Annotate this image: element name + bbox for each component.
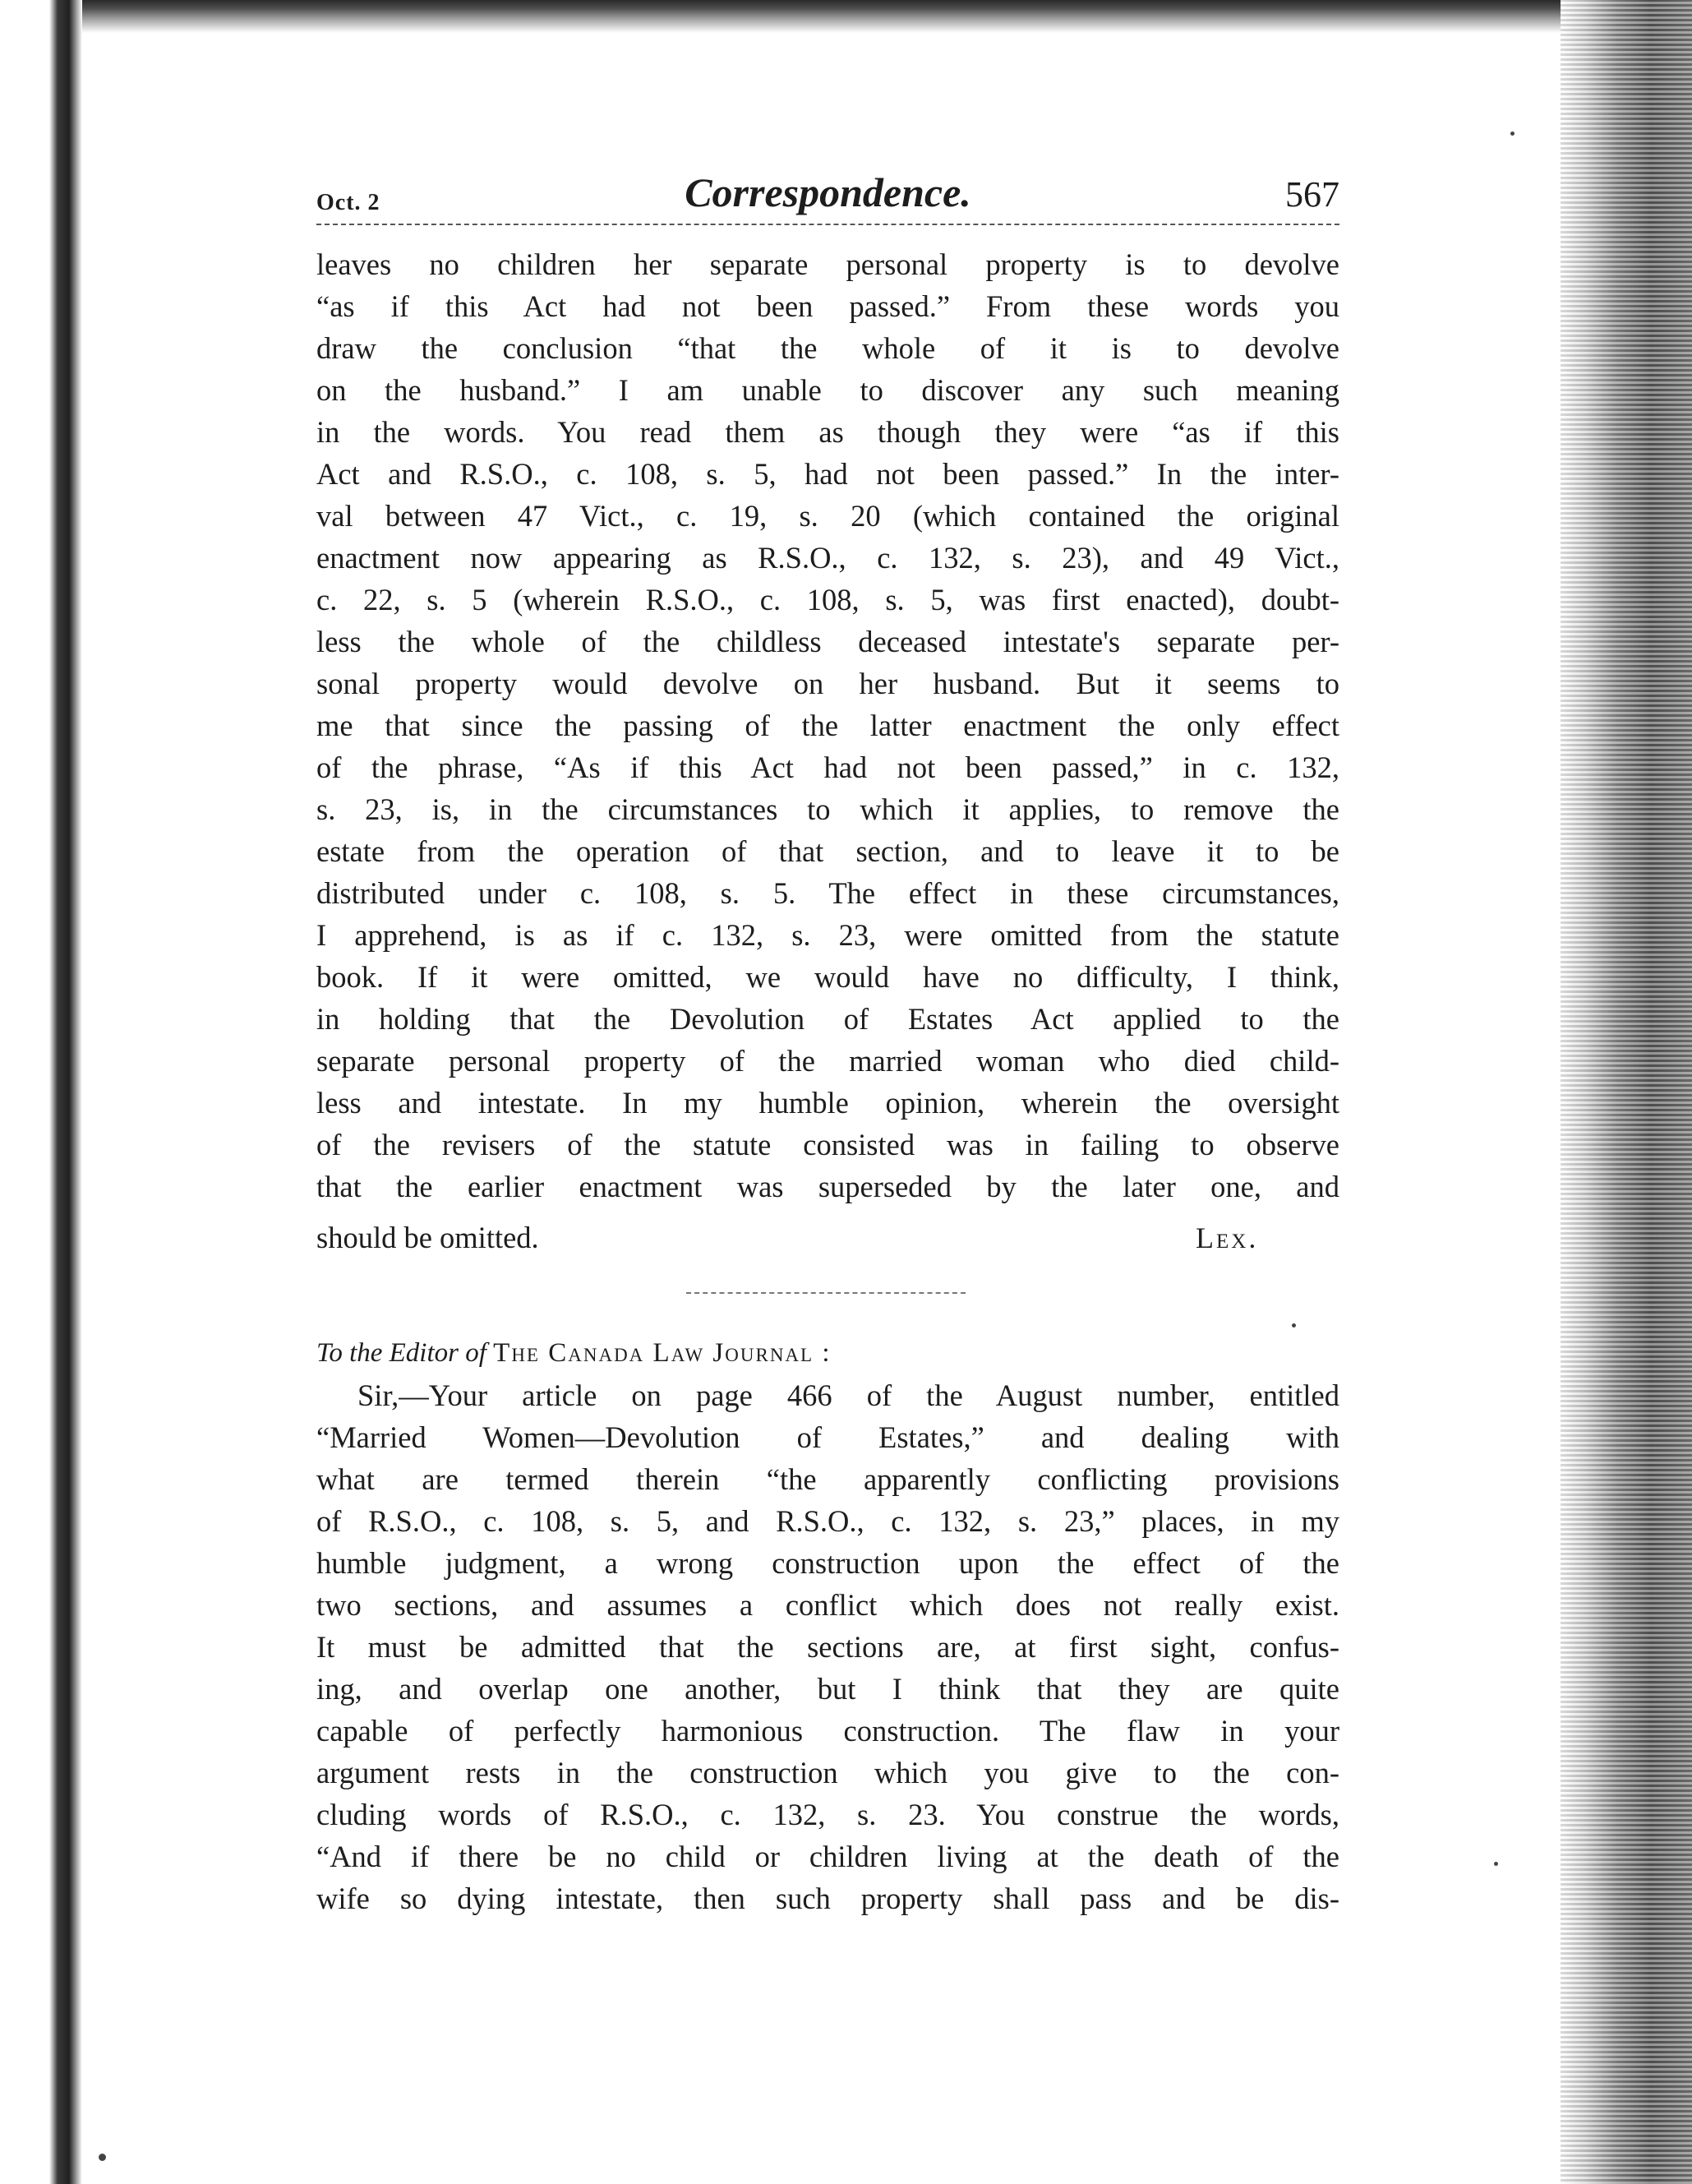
text-line: in the words. You read them as though they were “as if this <box>316 415 1339 449</box>
text-line: what are termed therein “the apparently conflicting provisions <box>316 1462 1339 1496</box>
salutation <box>316 1333 832 1373</box>
salutation-to: To the Editor of <box>316 1338 486 1368</box>
journal-name: The Canada Law Journal : <box>493 1338 832 1368</box>
text-line: in holding that the Devolution of Estates Act applied to the <box>316 1002 1339 1036</box>
text-line: draw the conclusion “that the whole of it is to devolve <box>316 331 1339 365</box>
header-rule <box>316 224 1339 225</box>
text-line: wife so dying intestate, then such property shall pass and be dis- <box>316 1882 1339 1915</box>
text-line: humble judgment, a wrong construction upon the effect of the <box>316 1546 1339 1580</box>
text-line: separate personal property of the married woman who died child- <box>316 1044 1339 1078</box>
text-line: should be omitted. <box>316 1221 539 1254</box>
text-line: of R.S.O., c. 108, s. 5, and R.S.O., c. 132, s. 23,” places, in my <box>316 1504 1339 1538</box>
text-line: on the husband.” I am unable to discover any such meaning <box>316 373 1339 407</box>
text-line: enactment now appearing as R.S.O., c. 132, s. 23), and 49 Vict., <box>316 541 1339 575</box>
text-line: Act and R.S.O., c. 108, s. 5, had not been passed.” In the inter- <box>316 457 1339 491</box>
text-line: argument rests in the construction which you give to the con- <box>316 1756 1339 1789</box>
text-line: of the revisers of the statute consisted was in failing to observe <box>316 1128 1339 1161</box>
signature: Lex. <box>1196 1221 1259 1254</box>
scan-speck <box>1292 1323 1296 1327</box>
text-line: less and intestate. In my humble opinion, wherein the oversight <box>316 1086 1339 1120</box>
page-number: 567 <box>1285 174 1339 215</box>
scan-speck <box>1494 1862 1498 1866</box>
section-divider <box>686 1292 966 1294</box>
text-line: capable of perfectly harmonious construction. The flaw in your <box>316 1714 1339 1748</box>
text-line: two sections, and assumes a conflict which does not really exist. <box>316 1588 1339 1622</box>
text-line: c. 22, s. 5 (wherein R.S.O., c. 108, s. 5, was first enacted), doubt- <box>316 583 1339 616</box>
header-date: Oct. 2 <box>316 190 380 215</box>
text-line: distributed under c. 108, s. 5. The effect in these circumstances, <box>316 876 1339 910</box>
scan-speck <box>99 2154 106 2161</box>
page-header <box>316 169 1339 226</box>
text-line: leaves no children her separate personal property is to devolve <box>316 247 1339 281</box>
text-line: It must be admitted that the sections are, at first sight, confus- <box>316 1630 1339 1664</box>
text-line: cluding words of R.S.O., c. 132, s. 23. You construe the words, <box>316 1798 1339 1831</box>
text-line: I apprehend, is as if c. 132, s. 23, were omitted from the statute <box>316 918 1339 952</box>
text-line: less the whole of the childless deceased intestate's separate per- <box>316 625 1339 658</box>
text-line: “as if this Act had not been passed.” From these words you <box>316 289 1339 323</box>
text-line: me that since the passing of the latter enactment the only effect <box>316 709 1339 742</box>
header-title: Correspondence. <box>685 169 971 215</box>
text-line: s. 23, is, in the circumstances to which it applies, to remove the <box>316 792 1339 826</box>
text-line: estate from the operation of that section, and to leave it to be <box>316 834 1339 868</box>
text-line: that the earlier enactment was superseded by the later one, and <box>316 1170 1339 1203</box>
text-line: ing, and overlap one another, but I think that they are quite <box>316 1672 1339 1706</box>
text-line: of the phrase, “As if this Act had not been passed,” in c. 132, <box>316 750 1339 784</box>
text-line: val between 47 Vict., c. 19, s. 20 (which contained the original <box>316 499 1339 533</box>
text-line: “Married Women—Devolution of Estates,” and dealing with <box>316 1420 1339 1454</box>
text-line: book. If it were omitted, we would have no difficulty, I think, <box>316 960 1339 994</box>
scan-speck <box>1510 132 1515 136</box>
text-line: sonal property would devolve on her husband. But it seems to <box>316 667 1339 700</box>
text-line: “And if there be no child or children living at the death of the <box>316 1840 1339 1873</box>
text-line: Sir,—Your article on page 466 of the August number, entitled <box>357 1378 1339 1412</box>
